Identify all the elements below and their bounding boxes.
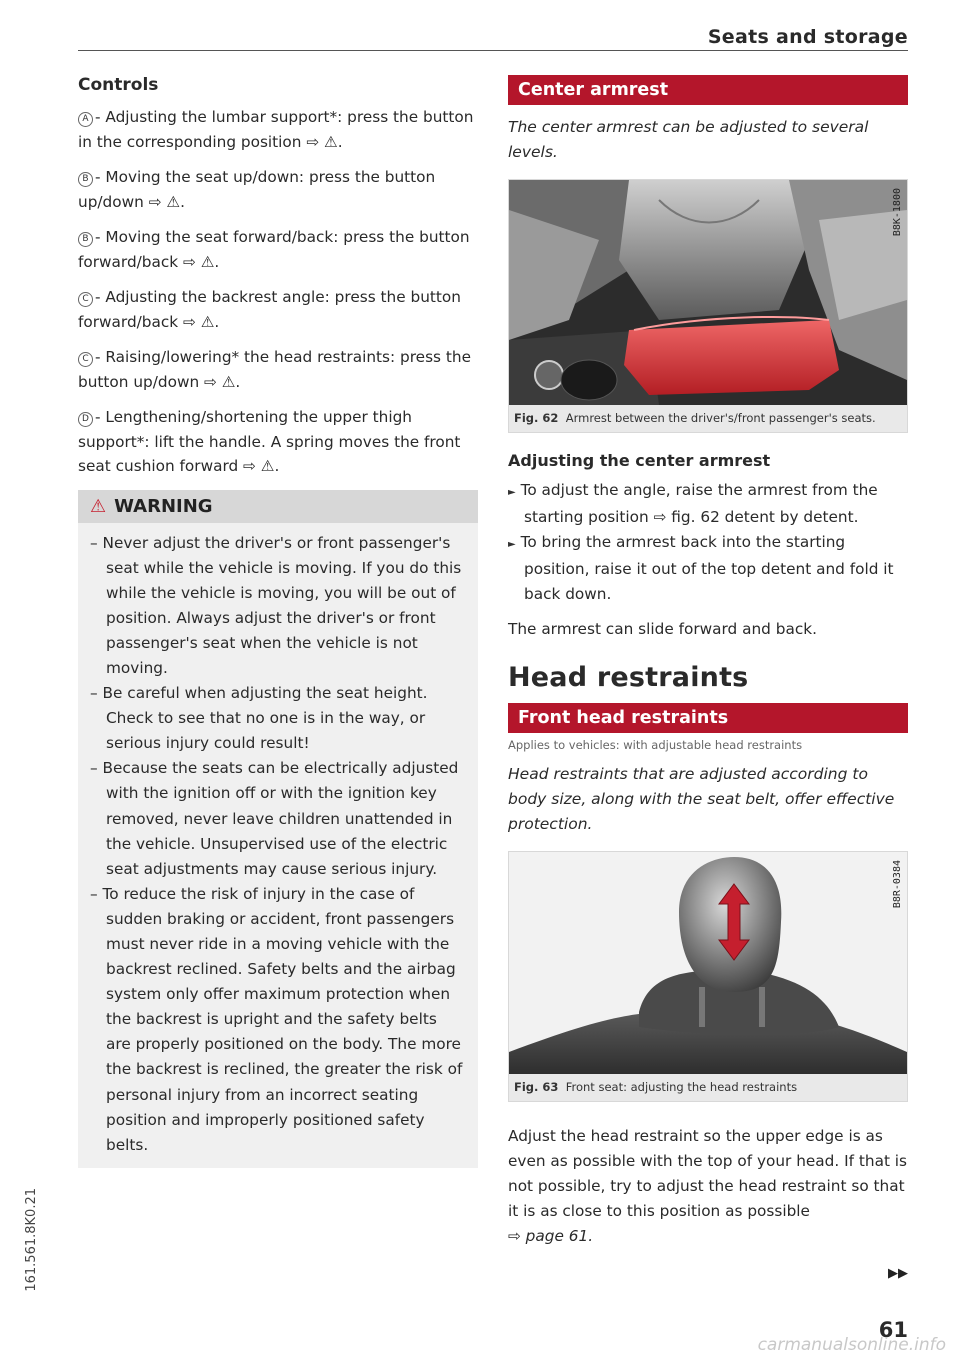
figure-caption-text: Front seat: adjusting the head restraints: [565, 1080, 798, 1094]
control-text: - Moving the seat up/down: press the button up/down ⇨ ⚠.: [78, 168, 436, 211]
continue-arrow-icon: ▶▶: [888, 1266, 908, 1281]
control-item: [78, 285, 478, 334]
warning-item: – Be careful when adjusting the seat height. Check to see that no one is in the way, or serious injury could result!: [90, 684, 428, 753]
control-text: - Adjusting the lumbar support*: press the button in the corresponding position ⇨ ⚠.: [78, 108, 474, 151]
control-text: - Raising/lowering* the head restraints: press the button up/down ⇨ ⚠.: [78, 348, 471, 391]
figure-caption: [509, 1074, 907, 1101]
page-number: 61: [878, 1318, 908, 1342]
warning-item: – Because the seats can be electrically adjusted with the ignition off or with the ignition key removed, never leave children unattended in the vehicle. Unsupervised use of the electric seat adjustments may cause serious injury.: [90, 759, 459, 878]
right-column: [508, 75, 908, 1249]
control-item: [78, 225, 478, 274]
figure-label: Fig. 63: [514, 1080, 559, 1094]
label-b-icon: B: [78, 232, 93, 247]
page-reference-link[interactable]: ⇨ page 61.: [508, 1227, 594, 1245]
head-restraint-image: [509, 852, 907, 1074]
figure-code: B8K-1800: [892, 188, 903, 237]
head-body-text: Adjust the head restraint so the upper edge is as even as possible with the top of your head. If that is not possible, try to adjust the head restraint so that it is as close to this position as possible: [508, 1127, 908, 1220]
label-b-icon: B: [78, 172, 93, 187]
armrest-image: [509, 180, 907, 405]
head-restraints-heading: Head restraints: [508, 662, 749, 693]
armrest-intro: The center armrest can be adjusted to several levels.: [508, 118, 869, 161]
warning-triangle-icon: ⚠: [90, 495, 107, 517]
bullet-triangle-icon: ►: [508, 539, 516, 550]
warning-item: – To reduce the risk of injury in the case of sudden braking or accident, front passengers must never ride in a moving vehicle with the backrest reclined. Safety belts and the airbag system only offer maximum protection when the backrest is upright and the safety belts are properly positioned on the body. The more the backrest is reclined, the greater the risk of personal injury from an incorrect seating position and improperly positioned safety belts.: [90, 884, 463, 1154]
figure-63: [508, 851, 908, 1102]
figure-62: [508, 179, 908, 433]
warning-item: – Never adjust the driver's or front passenger's seat while the vehicle is moving. If you do this while the vehicle is moving, you will be out of position. Always adjust the driver's or front passenger's seat when the vehicle is not moving.: [90, 533, 462, 677]
control-item: [78, 345, 478, 394]
left-column: [78, 75, 478, 1168]
control-text: - Moving the seat forward/back: press the button forward/back ⇨ ⚠.: [78, 228, 470, 271]
warning-title: WARNING: [114, 495, 213, 517]
armrest-illustration: [509, 180, 907, 405]
bullet-item: [508, 530, 908, 607]
armrest-note: The armrest can slide forward and back.: [508, 620, 817, 638]
front-head-restraints-bar: Front head restraints: [508, 703, 908, 733]
bullet-triangle-icon: ►: [508, 487, 516, 498]
figure-label: Fig. 62: [514, 411, 559, 425]
label-d-icon: D: [78, 412, 93, 427]
bullet-item: [508, 478, 908, 530]
adjusting-armrest-heading: Adjusting the center armrest: [508, 451, 771, 470]
control-text: - Lengthening/shortening the upper thigh support*: lift the handle. A spring moves the front seat cushion forward ⇨ ⚠.: [78, 408, 461, 475]
applies-note: Applies to vehicles: with adjustable head restraints: [508, 738, 803, 752]
control-item: [78, 405, 478, 479]
controls-heading: Controls: [78, 75, 159, 95]
warning-header: [78, 490, 478, 523]
header-rule: [78, 50, 908, 51]
label-a-icon: A: [78, 112, 93, 127]
bullet-text: To bring the armrest back into the starting position, raise it out of the top detent and fold it back down.: [520, 533, 894, 603]
head-body: [508, 1124, 908, 1249]
watermark-logo: carmanualsonline.info: [757, 1335, 946, 1355]
figure-code: B8R-0384: [892, 860, 903, 909]
warning-box: [78, 490, 478, 1168]
label-c-icon: C: [78, 352, 93, 367]
head-restraint-illustration: [509, 852, 907, 1074]
running-head: Seats and storage: [707, 26, 908, 48]
figure-caption: [509, 405, 907, 432]
head-intro: Head restraints that are adjusted according to body size, along with the seat belt, offer effective protection.: [508, 765, 895, 833]
side-code: 161.561.8K0.21: [24, 1188, 39, 1292]
control-item: [78, 105, 478, 154]
bullet-text: To adjust the angle, raise the armrest from the starting position ⇨ fig. 62 detent by detent.: [520, 481, 878, 526]
warning-body: [78, 523, 478, 1168]
label-c-icon: C: [78, 292, 93, 307]
figure-caption-text: Armrest between the driver's/front passenger's seats.: [565, 411, 876, 425]
control-item: [78, 165, 478, 214]
control-text: - Adjusting the backrest angle: press the button forward/back ⇨ ⚠.: [78, 288, 461, 331]
center-armrest-bar: Center armrest: [508, 75, 908, 105]
